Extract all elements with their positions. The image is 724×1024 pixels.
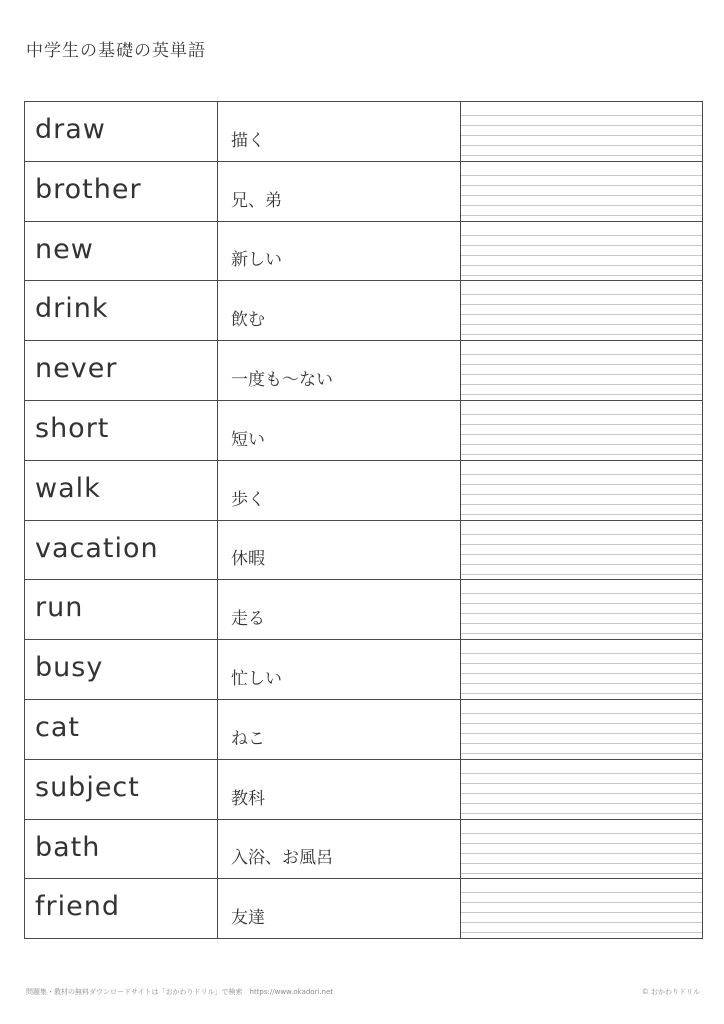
- japanese-meaning: 教科: [218, 759, 461, 819]
- writing-practice-lines: [461, 460, 703, 520]
- english-word: run: [25, 580, 218, 640]
- japanese-meaning: 歩く: [218, 460, 461, 520]
- japanese-meaning: ねこ: [218, 699, 461, 759]
- writing-practice-lines: [461, 819, 703, 879]
- table-row: [25, 281, 703, 341]
- english-word: never: [25, 341, 218, 401]
- table-row: [25, 819, 703, 879]
- english-word: friend: [25, 879, 218, 939]
- english-word: brother: [25, 161, 218, 221]
- writing-practice-lines: [461, 879, 703, 939]
- table-row: [25, 102, 703, 162]
- writing-practice-lines: [461, 161, 703, 221]
- japanese-meaning: 一度も～ない: [218, 341, 461, 401]
- writing-practice-lines: [461, 102, 703, 162]
- writing-practice-lines: [461, 580, 703, 640]
- english-word: busy: [25, 640, 218, 700]
- writing-practice-lines: [461, 759, 703, 819]
- table-row: [25, 759, 703, 819]
- writing-practice-lines: [461, 400, 703, 460]
- japanese-meaning: 入浴、お風呂: [218, 819, 461, 879]
- table-row: [25, 161, 703, 221]
- japanese-meaning: 兄、弟: [218, 161, 461, 221]
- vocabulary-table: [24, 101, 703, 939]
- japanese-meaning: 忙しい: [218, 640, 461, 700]
- english-word: bath: [25, 819, 218, 879]
- writing-practice-lines: [461, 281, 703, 341]
- english-word: draw: [25, 102, 218, 162]
- english-word: walk: [25, 460, 218, 520]
- table-row: [25, 699, 703, 759]
- footer-note: 問題集・教材の無料ダウンロードサイトは「おかわりドリル」で検索 https://www.okadori.net: [26, 988, 334, 996]
- table-row: [25, 879, 703, 939]
- japanese-meaning: 休暇: [218, 520, 461, 580]
- table-row: [25, 341, 703, 401]
- table-row: [25, 221, 703, 281]
- writing-practice-lines: [461, 341, 703, 401]
- writing-practice-lines: [461, 699, 703, 759]
- footer-copyright: © おかわりドリル: [641, 988, 700, 996]
- page-title: 中学生の基礎の英単語: [26, 41, 206, 61]
- writing-practice-lines: [461, 520, 703, 580]
- table-row: [25, 400, 703, 460]
- english-word: subject: [25, 759, 218, 819]
- table-row: [25, 460, 703, 520]
- writing-practice-lines: [461, 221, 703, 281]
- japanese-meaning: 短い: [218, 400, 461, 460]
- english-word: drink: [25, 281, 218, 341]
- english-word: short: [25, 400, 218, 460]
- japanese-meaning: 新しい: [218, 221, 461, 281]
- english-word: cat: [25, 699, 218, 759]
- japanese-meaning: 描く: [218, 102, 461, 162]
- table-row: [25, 580, 703, 640]
- japanese-meaning: 走る: [218, 580, 461, 640]
- japanese-meaning: 友達: [218, 879, 461, 939]
- english-word: vacation: [25, 520, 218, 580]
- writing-practice-lines: [461, 640, 703, 700]
- english-word: new: [25, 221, 218, 281]
- table-row: [25, 640, 703, 700]
- table-row: [25, 520, 703, 580]
- japanese-meaning: 飲む: [218, 281, 461, 341]
